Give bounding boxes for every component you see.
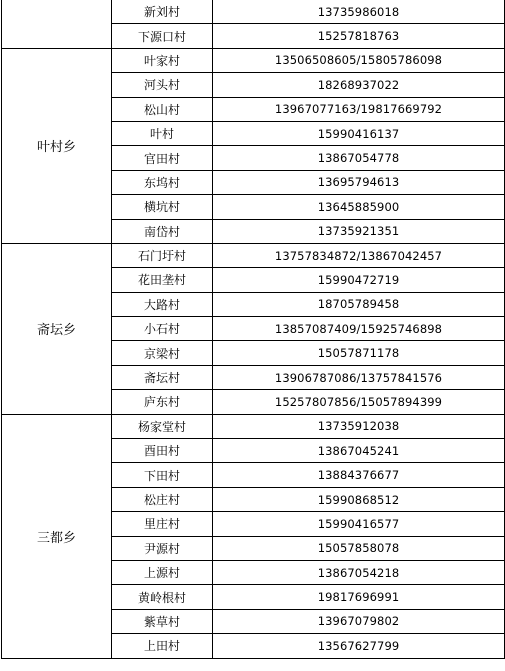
village-cell: 下源口村: [112, 24, 213, 48]
phone-cell: 18268937022: [213, 73, 505, 97]
phone-cell: 18705789458: [213, 292, 505, 316]
table-row: [2, 48, 505, 72]
village-cell: 紫草村: [112, 609, 213, 633]
village-cell: 松山村: [112, 97, 213, 121]
village-cell: 下田村: [112, 463, 213, 487]
village-cell: 杨家堂村: [112, 414, 213, 438]
village-cell: 上田村: [112, 634, 213, 658]
phone-cell: 13906787086/13757841576: [213, 365, 505, 389]
village-cell: 河头村: [112, 73, 213, 97]
phone-cell: 13735921351: [213, 219, 505, 243]
village-cell: 斋坛村: [112, 365, 213, 389]
phone-cell: 15257807856/15057894399: [213, 390, 505, 414]
phone-cell: 15990868512: [213, 487, 505, 511]
phone-cell: 13506508605/15805786098: [213, 48, 505, 72]
village-cell: 京梁村: [112, 341, 213, 365]
village-cell: 松庄村: [112, 487, 213, 511]
phone-cell: 13867045241: [213, 439, 505, 463]
village-cell: 酉田村: [112, 439, 213, 463]
village-cell: 东坞村: [112, 170, 213, 194]
village-cell: 黄岭根村: [112, 585, 213, 609]
village-cell: 尹源村: [112, 536, 213, 560]
phone-cell: 13757834872/13867042457: [213, 243, 505, 267]
phone-cell: 13967079802: [213, 609, 505, 633]
village-cell: 花田垄村: [112, 268, 213, 292]
village-cell: 横坑村: [112, 195, 213, 219]
phone-cell: 15990416137: [213, 121, 505, 145]
phone-cell: 13567627799: [213, 634, 505, 658]
town-cell: 斋坛乡: [2, 243, 112, 414]
village-cell: 上源村: [112, 560, 213, 584]
phone-cell: 13867054218: [213, 560, 505, 584]
village-cell: 里庄村: [112, 512, 213, 536]
town-cell: 三都乡: [2, 414, 112, 658]
village-cell: 石门圩村: [112, 243, 213, 267]
table-row: [2, 414, 505, 438]
table-body: [2, 0, 505, 658]
village-cell: 叶村: [112, 121, 213, 145]
table-row: [2, 243, 505, 267]
phone-cell: 19817696991: [213, 585, 505, 609]
phone-cell: 15057871178: [213, 341, 505, 365]
town-cell: [2, 0, 112, 48]
contact-table: [1, 0, 505, 659]
phone-cell: 15057858078: [213, 536, 505, 560]
phone-cell: 13857087409/15925746898: [213, 317, 505, 341]
phone-cell: 13735986018: [213, 0, 505, 24]
table-row: [2, 0, 505, 24]
village-cell: 大路村: [112, 292, 213, 316]
village-cell: 新刘村: [112, 0, 213, 24]
village-cell: 小石村: [112, 317, 213, 341]
town-cell: 叶村乡: [2, 48, 112, 243]
phone-cell: 15990416577: [213, 512, 505, 536]
phone-cell: 15257818763: [213, 24, 505, 48]
phone-cell: 13967077163/19817669792: [213, 97, 505, 121]
village-cell: 叶家村: [112, 48, 213, 72]
phone-cell: 13645885900: [213, 195, 505, 219]
village-cell: 官田村: [112, 146, 213, 170]
phone-cell: 13867054778: [213, 146, 505, 170]
phone-cell: 13884376677: [213, 463, 505, 487]
phone-cell: 15990472719: [213, 268, 505, 292]
village-cell: 庐东村: [112, 390, 213, 414]
phone-cell: 13695794613: [213, 170, 505, 194]
phone-cell: 13735912038: [213, 414, 505, 438]
village-cell: 南岱村: [112, 219, 213, 243]
